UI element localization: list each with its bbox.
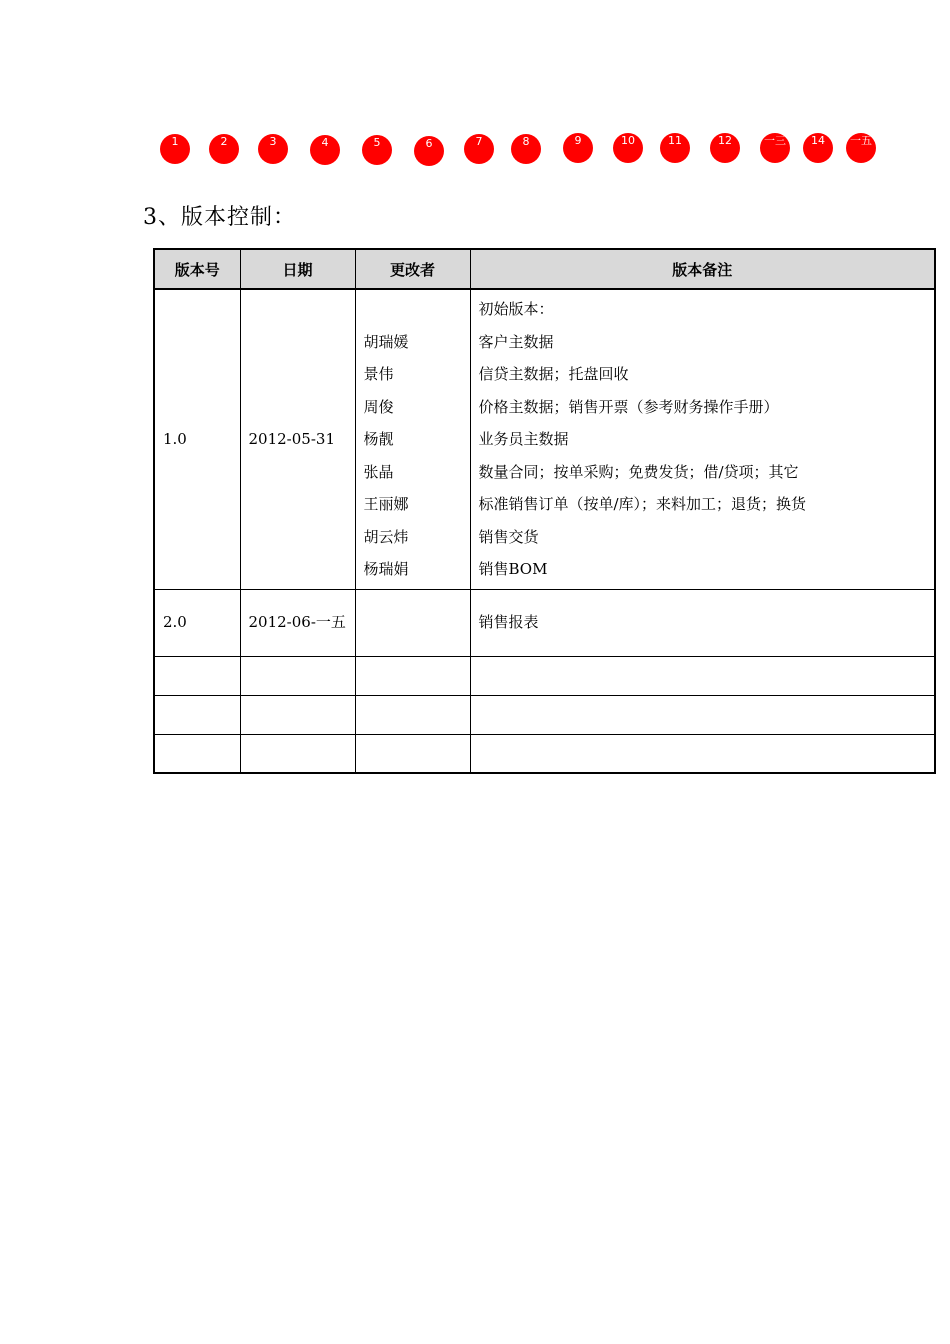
- empty-cell: [240, 695, 355, 734]
- empty-cell: [240, 656, 355, 695]
- page-dot-10: 10: [613, 133, 643, 163]
- author-cell: [355, 589, 470, 656]
- page-dot-1: 1: [160, 134, 190, 164]
- page-number-dots: [0, 0, 950, 180]
- note-line: 业务员主数据: [478, 430, 569, 448]
- note-line: 价格主数据；销售开票（参考财务操作手册）: [478, 397, 779, 416]
- empty-cell: [355, 734, 470, 773]
- authors-cell: [355, 289, 470, 589]
- version-cell: 1.0: [154, 289, 240, 589]
- page-dot-7: 7: [464, 134, 494, 164]
- page-dot-8: 8: [511, 134, 541, 164]
- empty-cell: [470, 695, 935, 734]
- version-control-table: [153, 248, 936, 774]
- empty-cell: [154, 734, 240, 773]
- empty-cell: [154, 695, 240, 734]
- page-dot-11: 11: [660, 133, 690, 163]
- table-row: [154, 589, 935, 656]
- note-line: 销售BOM: [478, 560, 548, 578]
- author-line: [364, 293, 462, 326]
- page-dot-6: 6: [414, 136, 444, 166]
- author-line: 王丽娜: [363, 495, 409, 513]
- table-header-row: [154, 249, 935, 289]
- note-line: 初始版本：: [478, 300, 554, 318]
- header-notes: 版本备注: [470, 249, 935, 289]
- empty-table-row: [154, 695, 935, 734]
- empty-cell: [240, 734, 355, 773]
- version-cell: 2.0: [154, 589, 240, 656]
- page-dot-2: 2: [209, 134, 239, 164]
- date-cell: 2012-06-一五: [240, 589, 355, 656]
- page-dot-14: 14: [803, 133, 833, 163]
- header-version: 版本号: [154, 249, 240, 289]
- note-line: 客户主数据: [478, 332, 554, 351]
- notes-cell: [470, 289, 935, 589]
- page-dot-3: 3: [258, 134, 288, 164]
- empty-cell: [355, 656, 470, 695]
- page-dot-15: 一五: [846, 133, 876, 163]
- section-title: 3、版本控制：: [143, 205, 296, 230]
- page-dot-13: 一三: [760, 133, 790, 163]
- author-line: 周俊: [363, 397, 394, 416]
- author-line: 胡云炜: [363, 527, 409, 546]
- page-dot-5: 5: [362, 135, 392, 165]
- page-dot-9: 9: [563, 133, 593, 163]
- note-line: 销售交货: [478, 527, 539, 546]
- note-line: 标准销售订单（按单/库）；来料加工；退货；换货: [478, 495, 807, 513]
- author-line: 张晶: [363, 462, 394, 481]
- empty-table-row: [154, 656, 935, 695]
- empty-cell: [470, 734, 935, 773]
- author-line: 胡瑞媛: [363, 332, 409, 351]
- date-cell: 2012-05-31: [240, 289, 355, 589]
- author-line: 杨瑞娟: [363, 560, 409, 578]
- empty-cell: [470, 656, 935, 695]
- empty-cell: [355, 695, 470, 734]
- header-date: 日期: [240, 249, 355, 289]
- page-dot-12: 12: [710, 133, 740, 163]
- notes-cell: 销售报表: [470, 589, 935, 656]
- page-dot-4: 4: [310, 135, 340, 165]
- empty-table-row: [154, 734, 935, 773]
- author-line: 景伟: [363, 365, 394, 383]
- header-author: 更改者: [355, 249, 470, 289]
- note-line: 数量合同；按单采购；免费发货；借/贷项；其它: [478, 462, 799, 481]
- table-row: [154, 289, 935, 589]
- empty-cell: [154, 656, 240, 695]
- note-line: 信贷主数据；托盘回收: [478, 365, 629, 383]
- author-line: 杨靓: [363, 430, 394, 448]
